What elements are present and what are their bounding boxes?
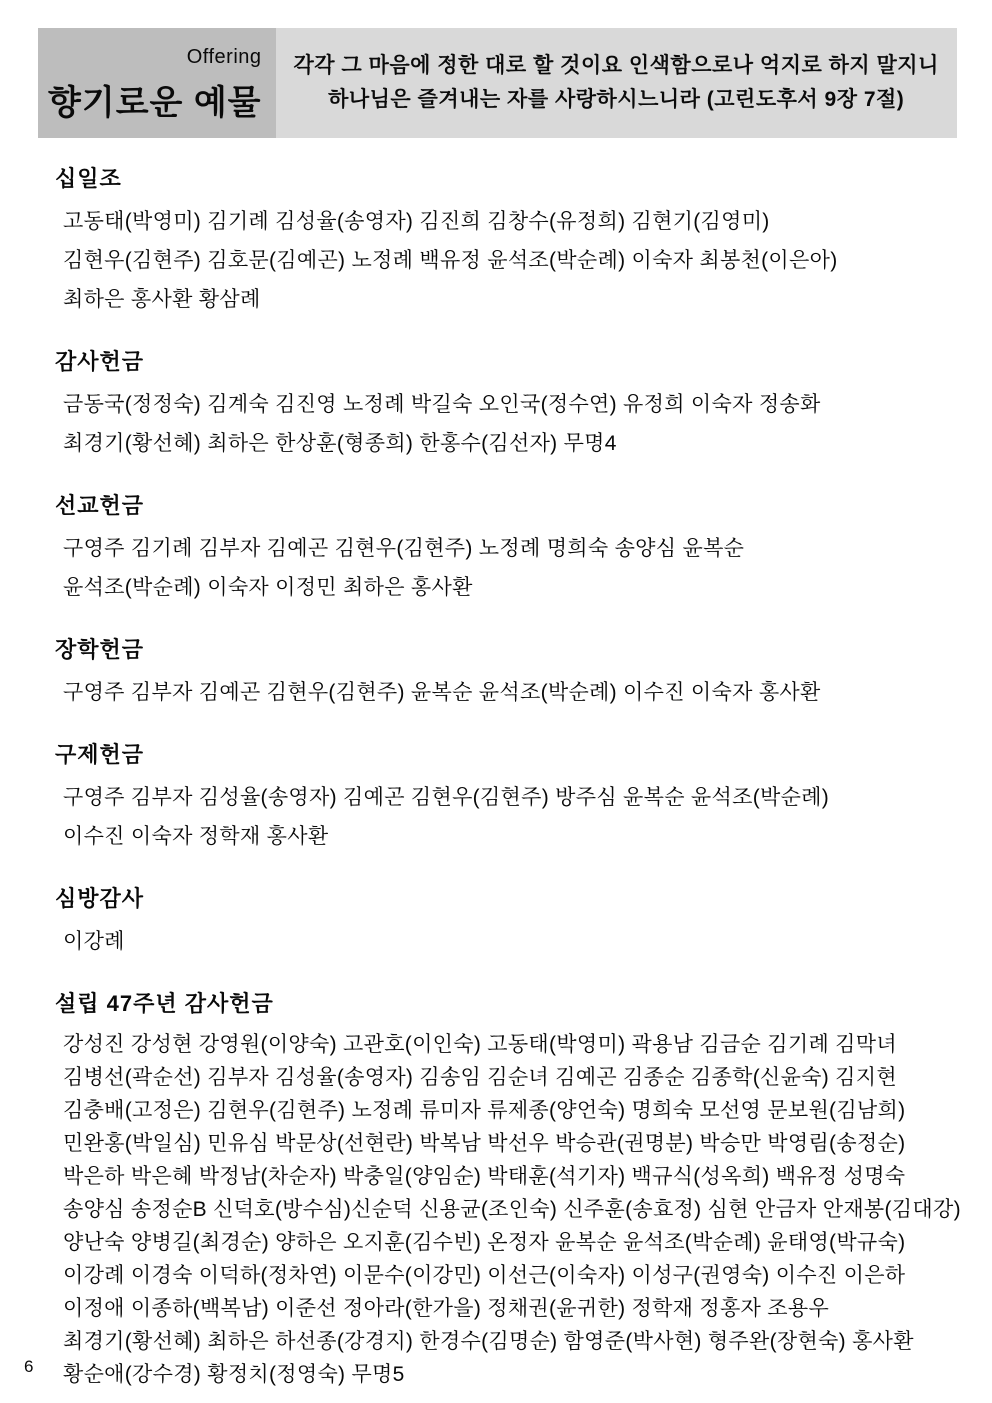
section-title: 감사헌금 bbox=[55, 349, 145, 374]
offering-label-en: Offering bbox=[186, 46, 262, 68]
page-number: 6 bbox=[24, 1357, 34, 1376]
section-anniversary bbox=[55, 987, 961, 1391]
names-line: 금동국(정정숙) 김계숙 김진영 노정례 박길숙 오인국(정수연) 유정희 이숙자 정송화 bbox=[63, 393, 821, 416]
names-line: 최경기(황선혜) 최하은 하선종(강경지) 한경수(김명순) 함영준(박사현) 형주완(장현숙) 홍사환 bbox=[63, 1330, 914, 1353]
section-tithe bbox=[55, 162, 955, 319]
section-title: 선교헌금 bbox=[55, 493, 145, 518]
names-line: 구영주 김부자 김예곤 김현우(김현주) 윤복순 윤석조(박순례) 이수진 이숙자 홍사환 bbox=[63, 681, 821, 704]
names-line: 이수진 이숙자 정학재 홍사환 bbox=[63, 825, 329, 848]
offering-banner bbox=[38, 28, 955, 138]
names-line: 김병선(곽순선) 김부자 김성율(송영자) 김송임 김순녀 김예곤 김종순 김종학(신윤숙) 김지현 bbox=[63, 1066, 897, 1089]
names-line: 구영주 김기례 김부자 김예곤 김현우(김현주) 노정례 명희숙 송양심 윤복순 bbox=[63, 537, 745, 560]
names-line: 양난숙 양병길(최경순) 양하은 오지훈(김수빈) 온정자 윤복순 윤석조(박순례) 윤태영(박규숙) bbox=[63, 1231, 906, 1254]
verse-line-2: 하나님은 즐겨내는 자를 사랑하시느니라 (고린도후서 9장 7절) bbox=[328, 88, 905, 111]
names-line: 최하은 홍사환 황삼례 bbox=[63, 288, 261, 311]
section-mission bbox=[55, 489, 955, 607]
verse-line-1: 각각 그 마음에 정한 대로 할 것이요 인색함으로나 억지로 하지 말지니 bbox=[293, 54, 939, 77]
names-line: 구영주 김부자 김성율(송영자) 김예곤 김현우(김현주) 방주심 윤복순 윤석조(박순례) bbox=[63, 786, 830, 809]
section-thanksgiving bbox=[55, 345, 955, 463]
section-title: 장학헌금 bbox=[55, 637, 145, 662]
section-relief bbox=[55, 738, 955, 856]
section-title: 구제헌금 bbox=[55, 742, 145, 767]
names-line: 민완홍(박일심) 민유심 박문상(선현란) 박복남 박선우 박승관(권명분) 박승만 박영림(송정순) bbox=[63, 1132, 906, 1155]
offering-banner-title-box bbox=[38, 28, 276, 138]
names-line: 윤석조(박순례) 이숙자 이정민 최하은 홍사환 bbox=[63, 576, 473, 599]
names-line: 이강례 bbox=[63, 930, 125, 953]
names-line: 최경기(황선혜) 최하은 한상훈(형종희) 한홍수(김선자) 무명4 bbox=[63, 432, 617, 455]
names-line: 황순애(강수경) 황정치(정영숙) 무명5 bbox=[63, 1363, 405, 1386]
section-visitation bbox=[55, 882, 955, 961]
names-line: 강성진 강성현 강영원(이양숙) 고관호(이인숙) 고동태(박영미) 곽용남 김금순 김기례 김막녀 bbox=[63, 1033, 897, 1056]
section-title: 설립 47주년 감사헌금 bbox=[55, 991, 274, 1016]
section-title: 심방감사 bbox=[55, 886, 145, 911]
offering-verse-box bbox=[276, 28, 957, 138]
names-line: 고동태(박영미) 김기례 김성율(송영자) 김진희 김창수(유정희) 김현기(김영미) bbox=[63, 210, 770, 233]
names-line: 송양심 송정순B 신덕호(방수심)신순덕 신용균(조인숙) 신주훈(송효정) 심현 안금자 안재봉(김대강) bbox=[63, 1198, 961, 1221]
names-line: 이강례 이경숙 이덕하(정차연) 이문수(이강민) 이선근(이숙자) 이성구(권영숙) 이수진 이은하 bbox=[63, 1264, 906, 1287]
names-line: 이정애 이종하(백복남) 이준선 정아라(한가을) 정채권(윤귀한) 정학재 정홍자 조용우 bbox=[63, 1297, 830, 1320]
names-line: 김충배(고정은) 김현우(김현주) 노정례 류미자 류제종(양언숙) 명희숙 모선영 문보원(김남희) bbox=[63, 1099, 906, 1122]
names-line: 박은하 박은혜 박정남(차순자) 박충일(양임순) 박태훈(석기자) 백규식(성옥희) 백유정 성명숙 bbox=[63, 1165, 906, 1188]
names-line: 김현우(김현주) 김호문(김예곤) 노정례 백유정 윤석조(박순례) 이숙자 최봉천(이은아) bbox=[63, 249, 838, 272]
section-title: 십일조 bbox=[55, 166, 122, 191]
section-scholarship bbox=[55, 633, 955, 712]
offering-title: 향기로운 예물 bbox=[48, 84, 262, 122]
